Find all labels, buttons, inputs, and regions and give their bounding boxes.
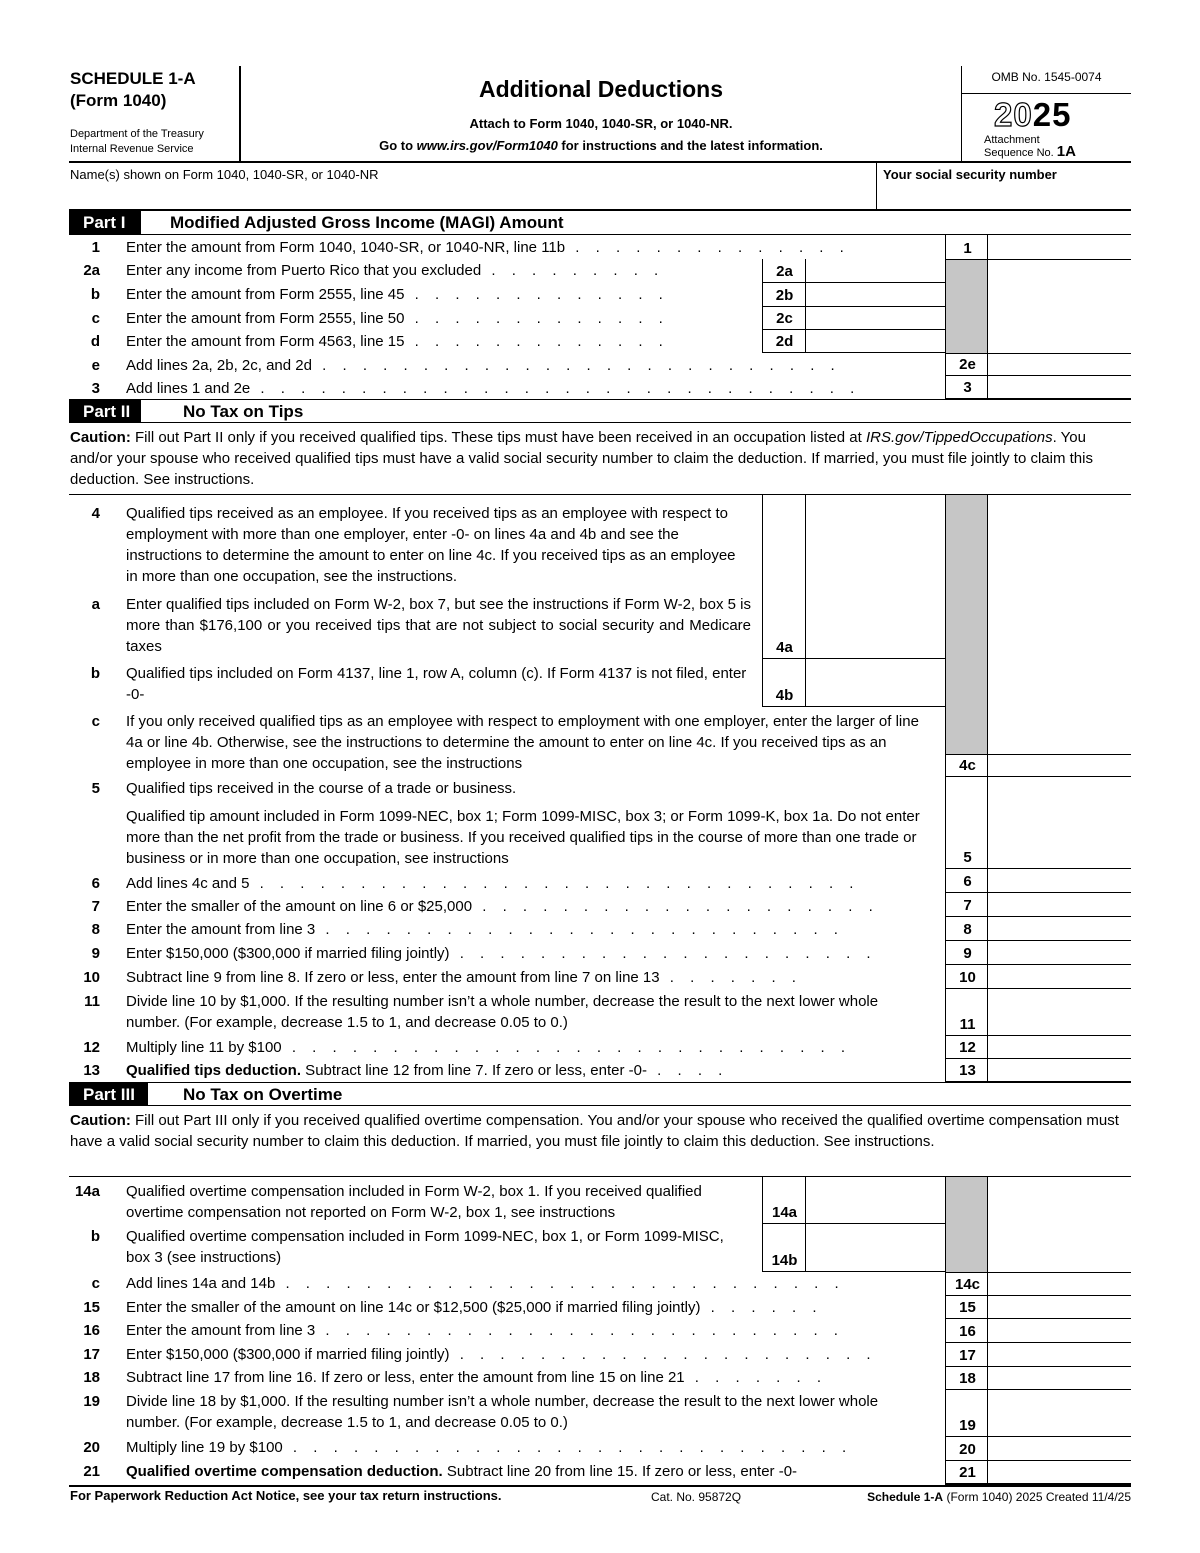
attach-instruction: Attach to Form 1040, 1040-SR, or 1040-NR. [469,116,733,131]
form-title-block [241,66,961,163]
ssn-input[interactable] [877,185,1131,209]
line-21-amount[interactable]: 21 [945,1461,1131,1485]
line-4c-amount[interactable]: 4c [945,754,1131,777]
part3-label: Part III [69,1083,148,1106]
line-19-amount[interactable]: 19 [945,1390,1131,1437]
line-18-amount[interactable]: 18 [945,1367,1131,1390]
line-15-amount[interactable]: 15 [945,1296,1131,1319]
line-8-amount[interactable]: 8 [945,917,1131,941]
irs-url-link[interactable]: www.irs.gov/Form1040 [416,138,558,153]
part1-header [69,211,1131,235]
line-20-amount[interactable]: 20 [945,1437,1131,1461]
line-17-amount[interactable]: 17 [945,1343,1131,1367]
department-name: Department of the Treasury [70,128,204,140]
line-7-amount[interactable]: 7 [945,893,1131,917]
ssn-label: Your social security number [883,167,1057,182]
line-2a-amount[interactable]: 2a [762,259,945,283]
form-name: (Form 1040) [70,91,167,110]
line-1-amount[interactable]: 1 [945,235,1131,260]
line-14a-amount[interactable]: 14a [762,1177,945,1224]
form-header [69,66,1131,163]
part3-header [69,1082,1131,1106]
agency-name: Internal Revenue Service [70,143,194,155]
schedule-1a-form: SCHEDULE 1-A (Form 1040) Department of the Treasury Internal Revenue Service Additional Deductions Attach to Form 1040, 1040-SR, or 1040-NR. Go to www.irs.gov/Form1040 for instructions and the latest information. OMB No. 1545-0074 2025 Attachment Sequence No. 1A Name(s) shown on Form 1040, 1040-SR, or 1040-NR Your social security number Part I Modified Adjusted Gross Income (MAGI) Amount 1 Enter the amount from Form 1040, 1040-SR, or 1040-NR, line 11b . . . . . . . . . . . . . . 1 2a Enter any income from Puerto Rico that you excluded . . . . . . . . . 2a b Enter the amount from Form 2555, line 45 . . . . . . . . . . . . . 2b c Enter the amount from Form 2555, line 50 . . . . . . . . . . . . . 2c d Enter the amount from Form 4563, line 15 . . . . . . . . . . . . . 2d e Add lines 2a, 2b, 2c, and 2d . . . . . . . . . . . . . . . . . . . . . . . . . . 2e 3 Add lines 1 and 2e . . . . . . . . . . . . . . . . . . . . . . . . . . . . . . 3 Part II No Tax on Tips Caution: Fill out Part II only if you received qualified tips. These tips must have been received in an occupation listed at IRS.gov/TippedOccupations. You and/or your spouse who received qualified tips must have a valid social security number to claim the deduction. If married, you must file jointly to claim this deduction. See instructions. 4 Qualified tips received as an employee. If you received tips as an employee with respect to employment with more than one employer, enter -0- on lines 4a and 4b and see the instructions to determine the amount to enter on line 4c. If you received tips as an employee in more than one occupation, see the instructions. a Enter qualified tips included on Form W-2, box 7, but see the instructions if Form W-2, box 5 is more than $176,100 or you received tips that are not subject to social security and Medicare taxes 4a b Qualified tips included on Form 4137, line 1, row A, column (c). If Form 4137 is not filed, enter -0- 4b c If you only received qualified tips as an employee with respect to employment with one employer, enter the larger of line 4a or line 4b. Otherwise, see the instructions to determine the amount to enter on line 4c. If you received tips as an employee in more than one occupation, see the instructions 4c 5 Qualified tips received in the course of a trade or business. Qualified tip amount included in Form 1099-NEC, box 1; Form 1099-MISC, box 3; or Form 1099-K, box 1a. Do not enter more than the net profit from the trade or business. If you received qualified tips in the course of more than one trade or business or in more than one occupation, see instructions 5 6 Add lines 4c and 5 . . . . . . . . . . . . . . . . . . . . . . . . . . . . . . 6 7 Enter the smaller of the amount on line 6 or $25,000 . . . . . . . . . . . . . . . . . . . . 7 8 Enter the amount from line 3 . . . . . . . . . . . . . . . . . . . . . . . . . . 8 9 Enter $150,000 ($300,000 if married filing jointly) . . . . . . . . . . . . . . . . . . . . . 9 10 Subtract line 9 from line 8. If zero or less, enter the amount from line 7 on line 13 . . . . . . . 10 11 Divide line 10 by $1,000. If the resulting number isn’t a whole number, decrease the result to the next lower whole number. (For example, decrease 1.5 to 1, and decrease 0.05 to 0.) 11 12 Multiply line 11 by $100 . . . . . . . . . . . . . . . . . . . . . . . . . . . . 12 13 Qualified tips deduction. Subtract line 12 from line 7. If zero or less, enter -0- . . . . 13 Part III No Tax on Overtime Caution: Fill out Part III only if you received qualified overtime compensation. You and/or your spouse who received the qualified overtime compensation must have a valid social security number to claim this deduction. If married, you must file jointly to claim this deduction. See instructions. 14a Qualified overtime compensation included in Form W-2, box 1. If you received qualified overtime compensation not reported on Form W-2, box 1, see instructions 14a b Qualified overtime compensation included in Form 1099-NEC, box 1, or Form 1099-MISC, box 3 (see instructions) 14b c Add lines 14a and 14b . . . . . . . . . . . . . . . . . . . . . . . . . . . . 14c 15 Enter the smaller of the amount on line 14c or $12,500 ($25,000 if married filing jointly) . . . . . . 15 16 Enter the amount from line 3 . . . . . . . . . . . . . . . . . . . . . . . . . . 16 17 Enter $150,000 ($300,000 if married filing jointly) . . . . . . . . . . . . . . . . . . . . . 17 18 Subtract line 17 from line 16. If zero or less, enter the amount from line 15 on line 21 . . . . . . . 18 19 Divide line 18 by $1,000. If the resulting number isn’t a whole number, decrease the result to the next lower whole number. (For example, decrease 1.5 to 1, and decrease 0.05 to 0.) 19 20 Multiply line 19 by $100 . . . . . . . . . . . . . . . . . . . . . . . . . . . . 20 21 Qualified overtime compensation deduction. Subtract line 20 from line 15. If zero or less, enter -0- 21 For Paperwork Reduction Act Notice, see your tax return instructions. Cat. No. 95872Q Schedule 1-A (Form 1040) 2025 Created 11/4/25 [69,0,1131,1553]
schedule-name: SCHEDULE 1-A [70,69,196,88]
line-3-amount[interactable]: 3 [945,376,1131,399]
line-6-amount[interactable]: 6 [945,869,1131,893]
form-title: Additional Deductions [478,76,724,102]
part3-caution: Caution: Fill out Part III only if you received qualified overtime compensation. You and/or your spouse who received the qualified overtime compensation must have a valid social security number to claim this deduction. If married, you must file jointly to claim this deduction. See instructions. [70,1112,1119,1150]
part1-label: Part I [69,211,141,234]
line-9-amount[interactable]: 9 [945,941,1131,965]
part2-caution: Caution: Fill out Part II only if you received qualified tips. These tips must have been received in an occupation listed at IRS.gov/TippedOccupations. You and/or your spouse who received qualified tips must have a valid social security number to claim the deduction. If married, you must file jointly to claim this deduction. See instructions. [70,429,1093,488]
line-4b-amount[interactable]: 4b [762,659,945,707]
part2-header [69,399,1131,423]
part2-title: No Tax on Tips [183,402,304,421]
line-14b-amount[interactable]: 14b [762,1224,945,1272]
part3-title: No Tax on Overtime [183,1085,343,1104]
name-field-label: Name(s) shown on Form 1040, 1040-SR, or 1040-NR [70,167,379,182]
name-ssn-row [69,163,1131,211]
tipped-occupations-link[interactable]: IRS.gov/TippedOccupations [865,429,1053,446]
line-2e-amount[interactable]: 2e [945,353,1131,376]
name-input[interactable] [69,185,869,209]
part1-title: Modified Adjusted Gross Income (MAGI) Amount [170,213,564,232]
sequence-number: 1A [1056,143,1076,160]
line-2d-amount[interactable]: 2d [762,330,945,353]
line-5-amount[interactable]: 5 [945,777,1131,869]
paperwork-notice: For Paperwork Reduction Act Notice, see your tax return instructions. [70,1488,502,1503]
attachment-sequence: Attachment Sequence No. 1A [984,134,1076,160]
catalog-number: Cat. No. 95872Q [651,1490,742,1504]
line-4a-amount[interactable]: 4a [762,635,945,659]
schedule-footer-id: Schedule 1-A (Form 1040) 2025 Created 11/4/25 [867,1490,1131,1504]
instructions-link-text: Go to www.irs.gov/Form1040 for instructions and the latest information. [379,138,823,153]
line-10-amount[interactable]: 10 [945,965,1131,989]
tax-year: 2025 [994,96,1072,133]
part2-label: Part II [69,400,141,423]
line-16-amount[interactable]: 16 [945,1319,1131,1343]
omb-year-block [961,66,1131,163]
line-12-amount[interactable]: 12 [945,1036,1131,1059]
line-13-amount[interactable]: 13 [945,1059,1131,1082]
ssn-box [876,163,1131,211]
omb-number: OMB No. 1545-0074 [991,70,1102,84]
line-14c-amount[interactable]: 14c [945,1272,1131,1296]
line-2b-amount[interactable]: 2b [762,283,945,307]
line-11-amount[interactable]: 11 [945,989,1131,1036]
line-2c-amount[interactable]: 2c [762,307,945,330]
form-id-block [69,66,241,163]
